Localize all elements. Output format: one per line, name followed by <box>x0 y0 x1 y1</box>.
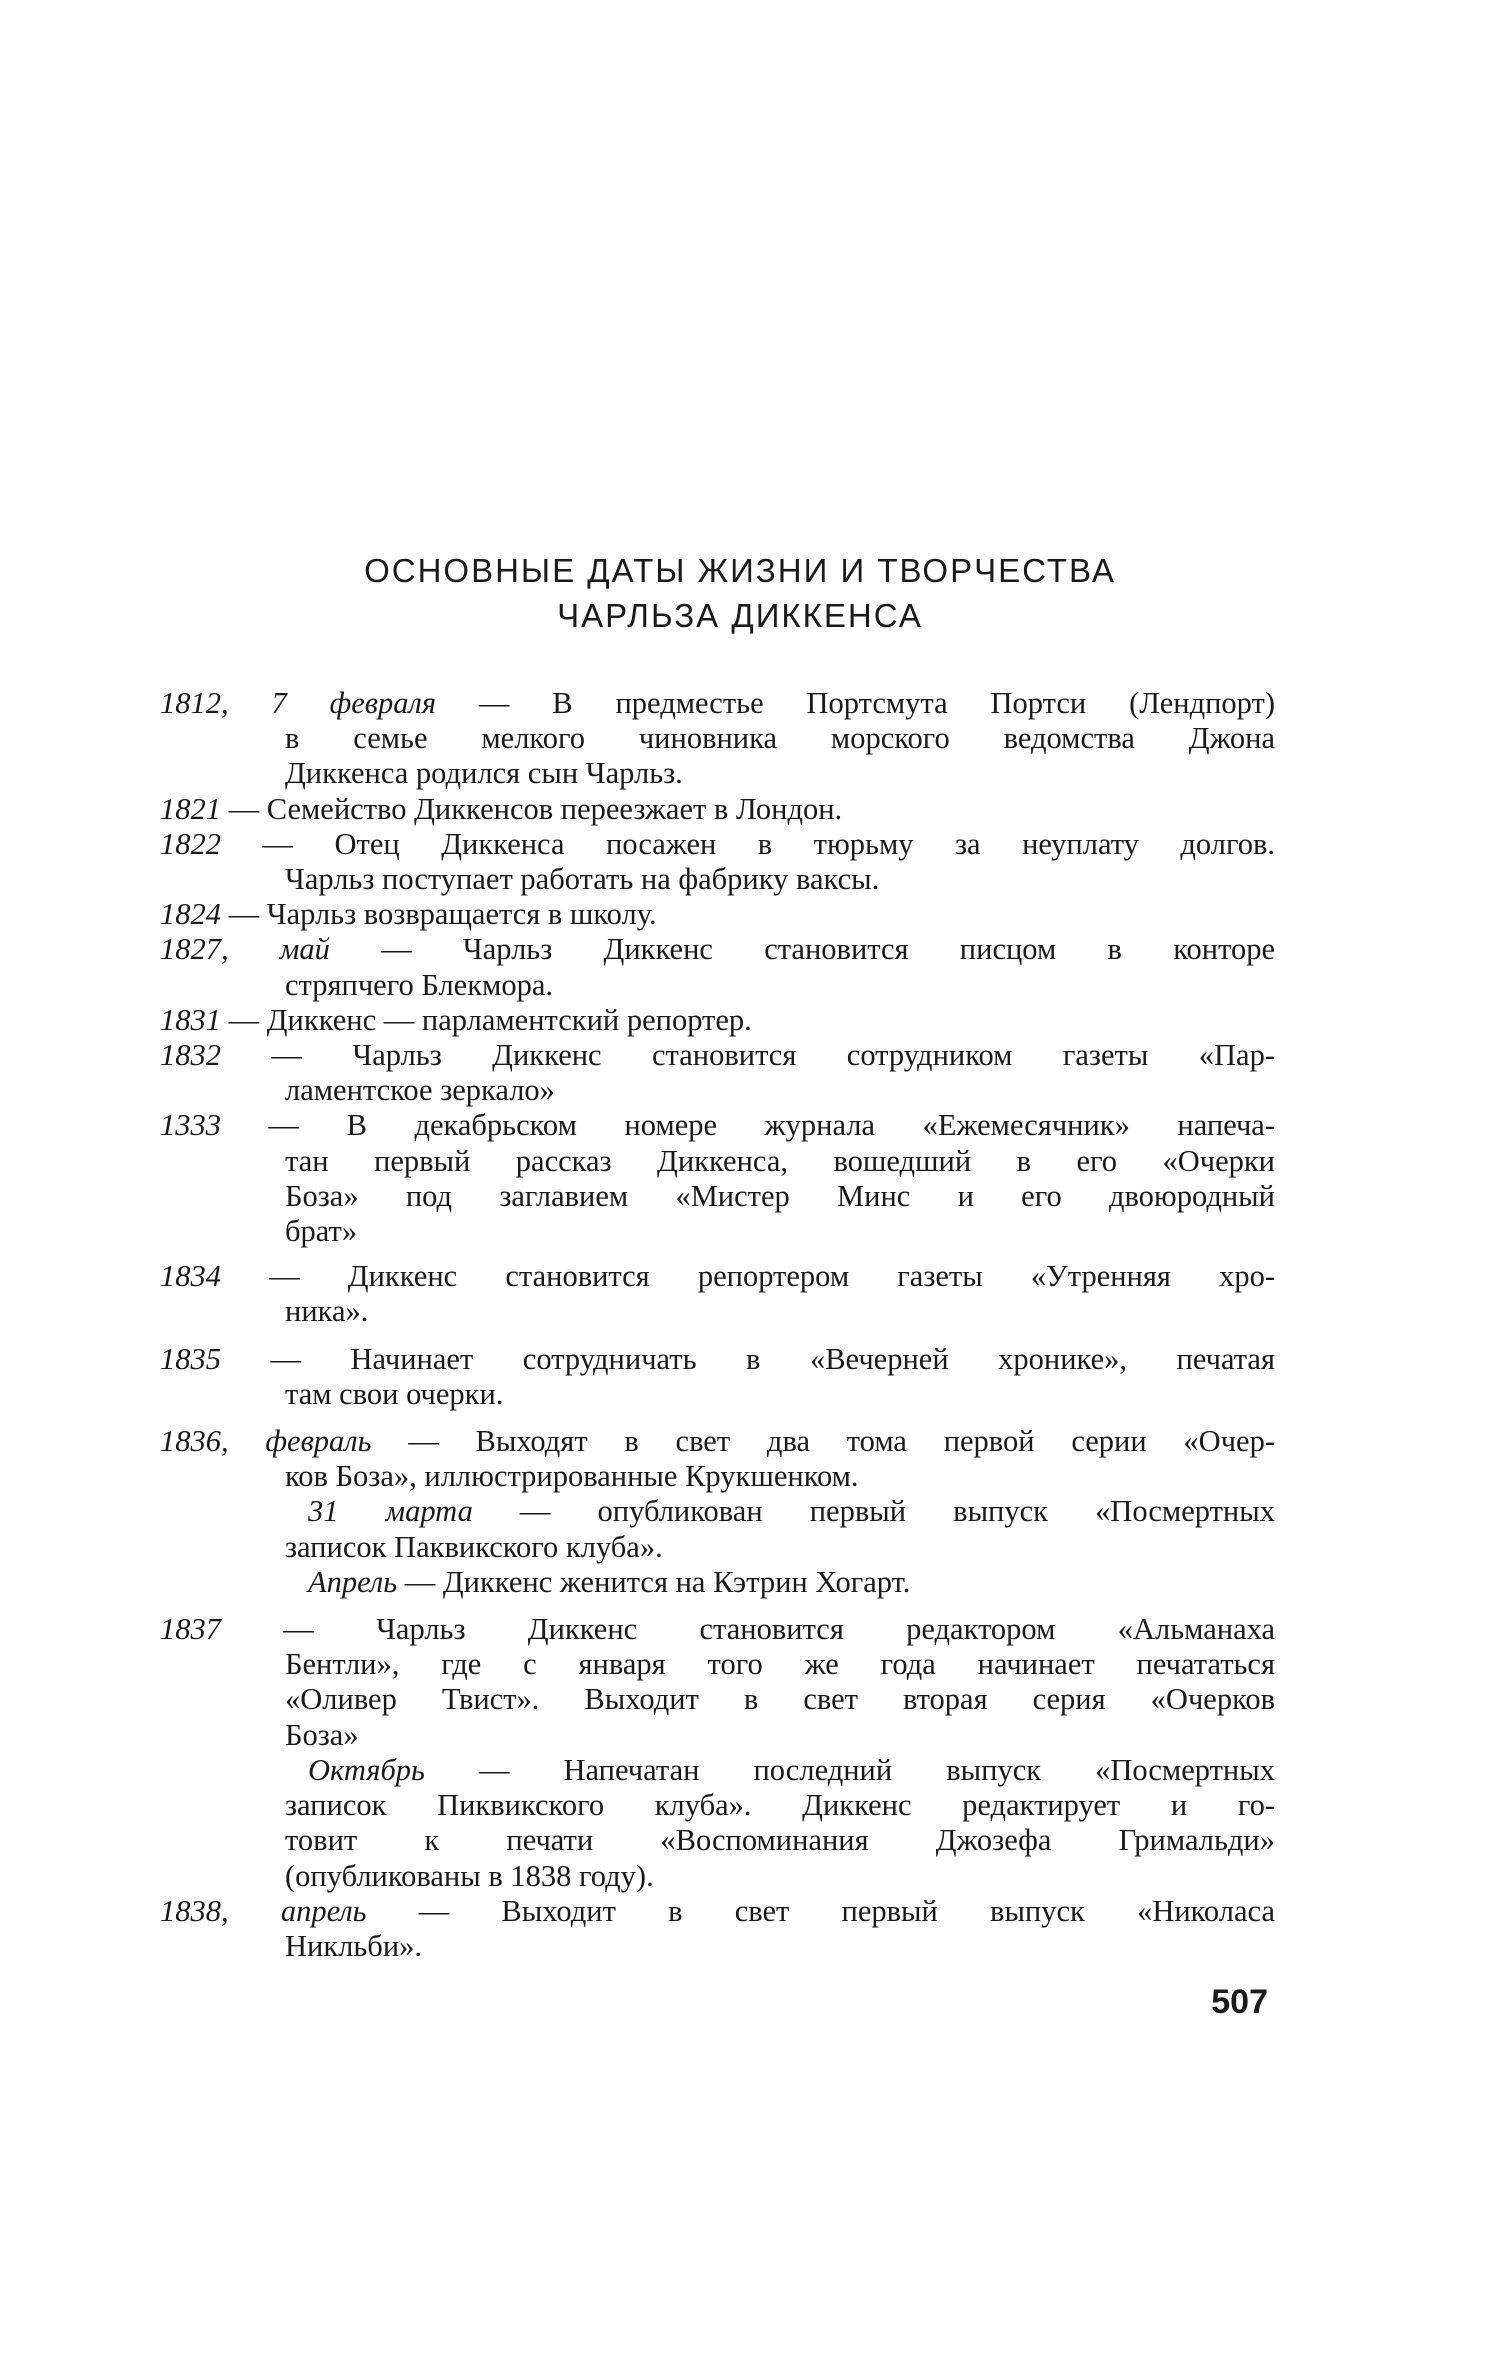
entry-date: 1824 <box>160 897 221 932</box>
entry-line <box>160 1788 1275 1823</box>
entry-line <box>160 897 1275 932</box>
entry-spacer <box>160 1600 1275 1612</box>
entry-line <box>160 1530 1275 1565</box>
entry-line <box>160 1003 1275 1038</box>
entry-text: в семье мелкого чиновника морского ведомства Джона <box>285 721 1275 756</box>
entry-date: Апрель <box>308 1564 398 1599</box>
title-line-1: ОСНОВНЫЕ ДАТЫ ЖИЗНИ И ТВОРЧЕСТВА <box>364 552 1116 589</box>
entry-text: — Диккенс — парламентский репортер. <box>221 1002 752 1037</box>
entry-line <box>160 1612 1275 1647</box>
entry-line <box>160 827 1275 862</box>
entry-text: — В декабрьском номере журнала «Ежемесячник» напеча- <box>221 1108 1275 1143</box>
entry-text: — Чарльз Диккенс становится редактором «Альманаха <box>221 1612 1275 1647</box>
sub-entry <box>160 1494 1275 1564</box>
entry-date: 1333 <box>160 1108 221 1143</box>
entry-text: — Чарльз возвращается в школу. <box>221 897 657 932</box>
entry-line <box>160 1929 1275 1964</box>
entry-text: (опубликованы в 1838 году). <box>285 1858 654 1893</box>
entry-text: Боза» <box>285 1717 359 1752</box>
entry-text: записок Пиквикского клуба». Диккенс редактирует и го- <box>285 1788 1275 1823</box>
entry-line <box>160 1259 1275 1294</box>
entry-date: 1822 <box>160 826 221 861</box>
sub-entry <box>160 1565 1275 1600</box>
entry-text: — Начинает сотрудничать в «Вечерней хронике», печатая <box>221 1341 1275 1376</box>
chronology-entry <box>160 792 1275 827</box>
entry-date: 1812, 7 февраля <box>160 686 437 720</box>
entry-line <box>160 1718 1275 1753</box>
entry-line <box>160 862 1275 897</box>
entry-text: — Чарльз Диккенс становится писцом в конторе <box>329 932 1275 967</box>
entry-text: — Выходит в свет первый выпуск «Николаса <box>366 1893 1275 1928</box>
entry-line <box>160 968 1275 1003</box>
entry-line <box>160 1179 1275 1214</box>
entry-text: ника». <box>285 1294 369 1329</box>
entry-text: Диккенса родился сын Чарльз. <box>285 756 683 791</box>
chronology-entry <box>160 1612 1275 1753</box>
entry-line <box>160 1682 1275 1717</box>
entry-date: 31 марта <box>308 1494 473 1529</box>
entry-text: — В предместье Портсмута Портси (Лендпорт) <box>436 686 1275 720</box>
entry-line <box>160 1859 1275 1894</box>
entry-line <box>160 1294 1275 1329</box>
entry-line <box>160 1565 1275 1600</box>
entry-text: «Оливер Твист». Выходит в свет вторая серия «Очерков <box>285 1682 1275 1717</box>
entry-text: товит к печати «Воспоминания Джозефа Гримальди» <box>285 1823 1275 1858</box>
entry-line <box>160 1459 1275 1494</box>
entry-line <box>160 1144 1275 1179</box>
entry-line <box>160 932 1275 967</box>
entry-line <box>160 1214 1275 1249</box>
entry-line <box>160 1073 1275 1108</box>
entry-text: — Напечатан последний выпуск «Посмертных <box>424 1752 1275 1787</box>
entry-spacer <box>160 1412 1275 1424</box>
entry-line <box>160 1424 1275 1459</box>
entry-text: Бентли», где с января того же года начинает печататься <box>285 1647 1275 1682</box>
entry-text: — Выходят в свет два тома первой серии «Очер- <box>371 1424 1275 1459</box>
title-line-2: ЧАРЛЬЗА ДИККЕНСА <box>557 597 923 634</box>
entry-line <box>160 1647 1275 1682</box>
entry-date: 1834 <box>160 1259 221 1294</box>
entry-date: 1832 <box>160 1038 221 1073</box>
entry-text: — Отец Диккенса посажен в тюрьму за неуплату долгов. <box>221 826 1275 861</box>
entry-line <box>160 686 1275 721</box>
entry-line <box>160 1823 1275 1858</box>
chronology-entry <box>160 1259 1275 1329</box>
chronology-entry <box>160 1038 1275 1108</box>
chronology-list <box>160 686 1275 1964</box>
entry-text: — Чарльз Диккенс становится сотрудником газеты «Пар- <box>221 1038 1275 1073</box>
entry-date: 1838, апрель <box>160 1893 367 1928</box>
chronology-entry <box>160 1424 1275 1494</box>
entry-line <box>160 756 1275 791</box>
entry-date: 1821 <box>160 791 221 826</box>
chronology-entry <box>160 1108 1275 1249</box>
entry-date: 1831 <box>160 1002 221 1037</box>
chronology-entry <box>160 1342 1275 1412</box>
entry-line <box>160 1753 1275 1788</box>
chronology-entry <box>160 1894 1275 1964</box>
entry-spacer <box>160 1330 1275 1342</box>
entry-line <box>160 1342 1275 1377</box>
entry-date: 1835 <box>160 1341 221 1376</box>
sub-entry <box>160 1753 1275 1894</box>
entry-line <box>160 1038 1275 1073</box>
entry-text: — Диккенс женится на Кэтрин Хогарт. <box>397 1564 911 1599</box>
entry-date: 1827, май <box>160 932 330 967</box>
entry-text: ков Боза», иллюстрированные Крукшенком. <box>285 1459 859 1494</box>
entry-line <box>160 792 1275 827</box>
entry-text: записок Паквикского клуба». <box>285 1529 663 1564</box>
entry-text: брат» <box>285 1214 358 1249</box>
chronology-entry <box>160 932 1275 1002</box>
entry-line <box>160 1377 1275 1412</box>
entry-text: тан первый рассказ Диккенса, вошедший в его «Очерки <box>285 1143 1275 1178</box>
entry-line <box>160 1494 1275 1529</box>
chronology-entry <box>160 897 1275 932</box>
entry-line <box>160 1108 1275 1143</box>
entry-date: 1836, февраль <box>160 1424 372 1459</box>
entry-text: — опубликован первый выпуск «Посмертных <box>472 1494 1275 1529</box>
entry-date: Октябрь <box>308 1752 425 1787</box>
chronology-entry <box>160 686 1275 792</box>
entry-line <box>160 721 1275 756</box>
entry-line <box>160 1894 1275 1929</box>
entry-text: Чарльз поступает работать на фабрику ваксы. <box>285 862 880 897</box>
entry-text: Боза» под заглавием «Мистер Минс и его двоюродный <box>285 1178 1275 1213</box>
entry-text: стряпчего Блекмора. <box>285 967 553 1002</box>
page-title <box>160 548 1320 638</box>
entry-text: ламентское зеркало» <box>285 1073 555 1108</box>
entry-text: там свои очерки. <box>285 1376 504 1411</box>
page-number: 507 <box>1211 1983 1268 2021</box>
entry-date: 1837 <box>160 1612 221 1647</box>
entry-text: Никльби». <box>285 1928 423 1963</box>
entry-text: — Семейство Диккенсов переезжает в Лондон. <box>221 791 843 826</box>
chronology-entry <box>160 1003 1275 1038</box>
chronology-entry <box>160 827 1275 897</box>
entry-text: — Диккенс становится репортером газеты «Утренняя хро- <box>221 1259 1275 1294</box>
entry-spacer <box>160 1249 1275 1259</box>
